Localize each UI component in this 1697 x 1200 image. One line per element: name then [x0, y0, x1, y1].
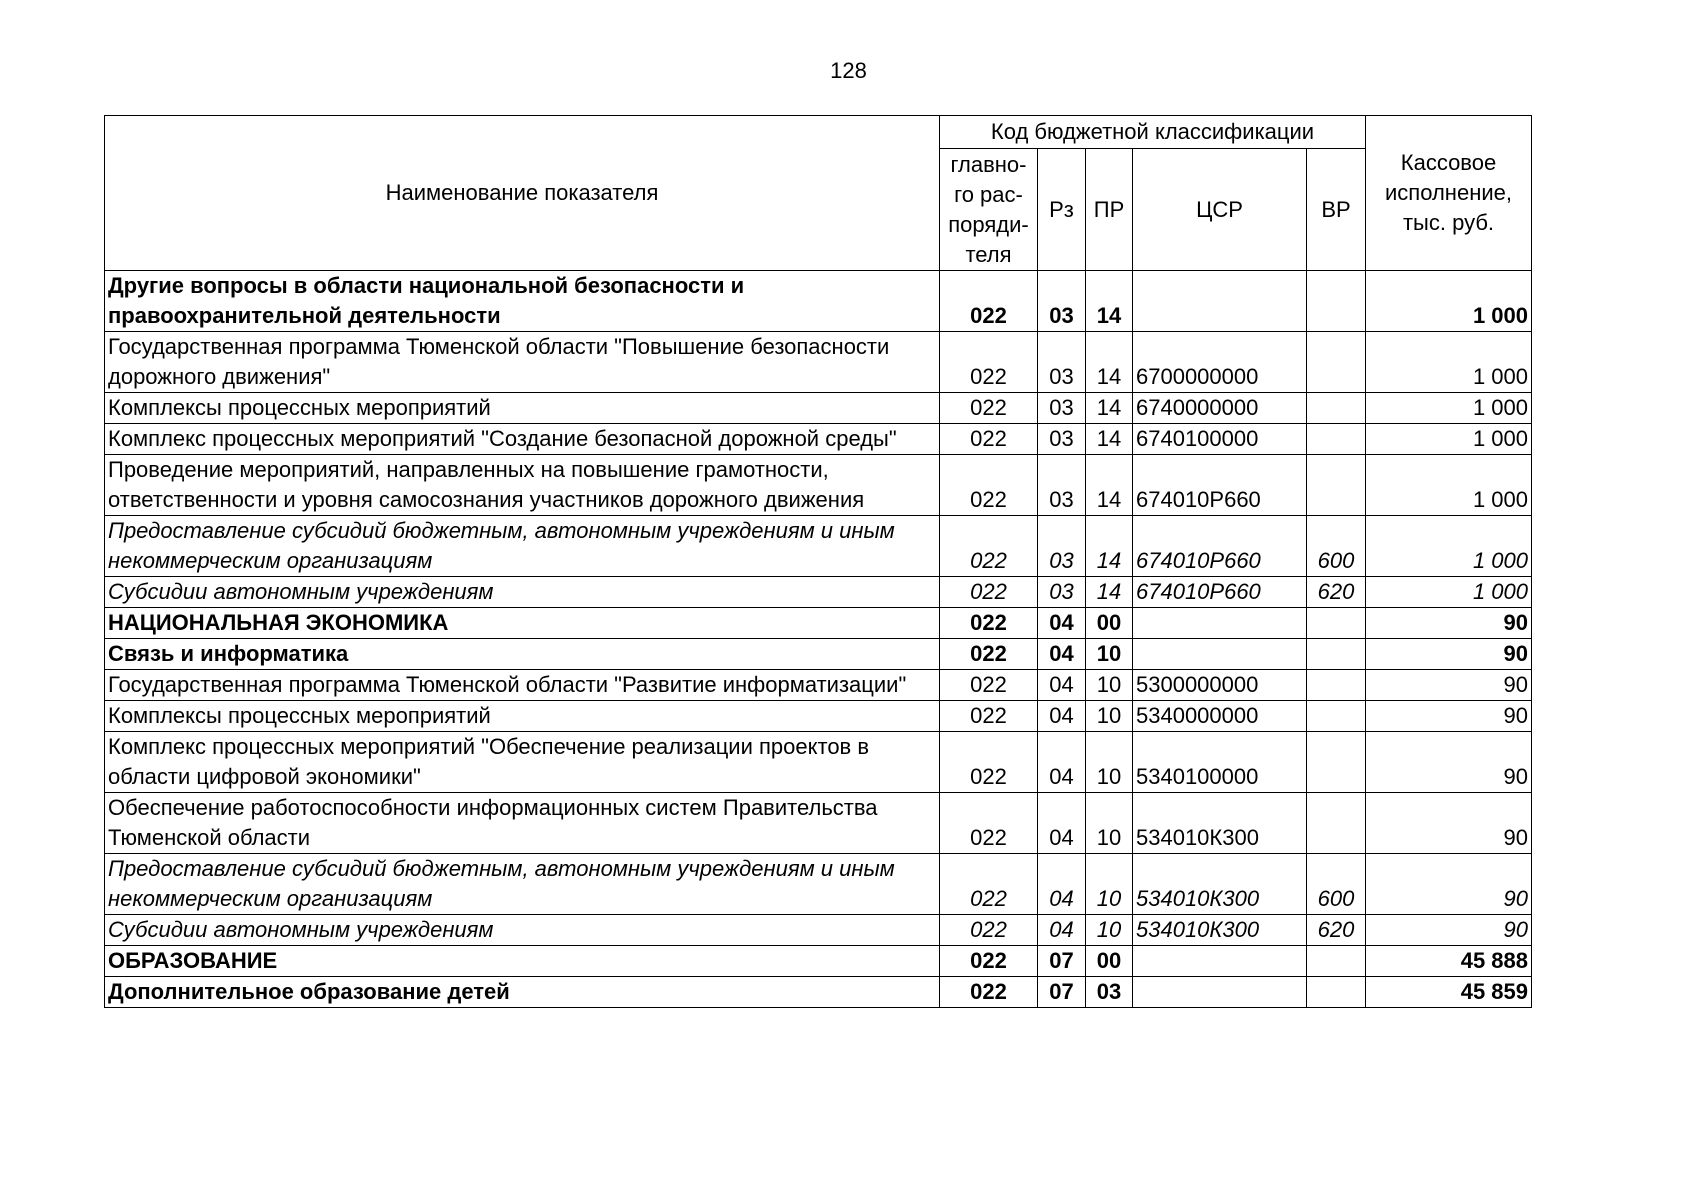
cell-amount: 90 [1366, 608, 1532, 639]
table-row [105, 608, 1532, 639]
cell-rz: 04 [1038, 670, 1086, 701]
cell-pr: 10 [1086, 793, 1133, 854]
cell-pr: 14 [1086, 455, 1133, 516]
cell-amount: 1 000 [1366, 577, 1532, 608]
table-row [105, 854, 1532, 915]
cell-gr: 022 [940, 639, 1038, 670]
table-row [105, 670, 1532, 701]
cell-vr [1307, 732, 1366, 793]
cell-name: Предоставление субсидий бюджетным, автономным учреждениям и иным некоммерческим организациям [105, 854, 940, 915]
cell-vr: 600 [1307, 854, 1366, 915]
cell-pr: 14 [1086, 424, 1133, 455]
cell-gr: 022 [940, 577, 1038, 608]
cell-vr [1307, 946, 1366, 977]
cell-rz: 03 [1038, 271, 1086, 332]
table-row [105, 639, 1532, 670]
header-gr [940, 149, 1038, 271]
cell-gr: 022 [940, 424, 1038, 455]
cell-pr: 03 [1086, 977, 1133, 1008]
cell-amount: 90 [1366, 701, 1532, 732]
cell-name: Связь и информатика [105, 639, 940, 670]
cell-amount: 90 [1366, 670, 1532, 701]
cell-csr [1133, 946, 1307, 977]
cell-csr [1133, 271, 1307, 332]
cell-gr: 022 [940, 455, 1038, 516]
header-amount-line: тыс. руб. [1402, 210, 1495, 235]
cell-csr [1133, 608, 1307, 639]
cell-rz: 03 [1038, 332, 1086, 393]
header-name: Наименование показателя [105, 116, 940, 271]
table-row [105, 701, 1532, 732]
cell-gr: 022 [940, 977, 1038, 1008]
budget-table [104, 115, 1532, 1008]
table-row [105, 915, 1532, 946]
header-gr-line: поряди- [948, 211, 1029, 237]
cell-csr [1133, 639, 1307, 670]
cell-rz: 07 [1038, 977, 1086, 1008]
cell-name: Обеспечение работоспособности информационных систем Правительства Тюменской области [105, 793, 940, 854]
cell-rz: 03 [1038, 455, 1086, 516]
cell-csr: 534010К300 [1133, 915, 1307, 946]
cell-vr [1307, 793, 1366, 854]
cell-pr: 00 [1086, 946, 1133, 977]
cell-pr: 10 [1086, 915, 1133, 946]
header-gr-line: главно- [950, 151, 1027, 177]
table-row [105, 393, 1532, 424]
header-csr: ЦСР [1133, 149, 1307, 271]
cell-csr: 5300000000 [1133, 670, 1307, 701]
cell-pr: 10 [1086, 732, 1133, 793]
cell-vr: 620 [1307, 577, 1366, 608]
page-number: 128 [830, 58, 867, 83]
cell-rz: 03 [1038, 424, 1086, 455]
cell-gr: 022 [940, 608, 1038, 639]
cell-gr: 022 [940, 732, 1038, 793]
cell-vr: 600 [1307, 516, 1366, 577]
table-row [105, 455, 1532, 516]
cell-rz: 04 [1038, 854, 1086, 915]
cell-amount: 90 [1366, 793, 1532, 854]
cell-rz: 04 [1038, 915, 1086, 946]
header-rz: Рз [1038, 149, 1086, 271]
header-vr: ВР [1307, 149, 1366, 271]
header-classification-code: Код бюджетной классификации [940, 116, 1366, 149]
cell-pr: 10 [1086, 854, 1133, 915]
header-amount-line: Кассовое [1400, 150, 1497, 175]
cell-vr [1307, 608, 1366, 639]
table-row [105, 271, 1532, 332]
cell-name: Комплекс процессных мероприятий "Создание безопасной дорожной среды" [105, 424, 940, 455]
cell-pr: 10 [1086, 670, 1133, 701]
cell-csr: 6740100000 [1133, 424, 1307, 455]
cell-csr: 5340100000 [1133, 732, 1307, 793]
cell-name: НАЦИОНАЛЬНАЯ ЭКОНОМИКА [105, 608, 940, 639]
cell-vr [1307, 639, 1366, 670]
cell-vr [1307, 977, 1366, 1008]
cell-vr [1307, 332, 1366, 393]
cell-csr: 674010Р660 [1133, 577, 1307, 608]
cell-csr: 5340000000 [1133, 701, 1307, 732]
cell-gr: 022 [940, 854, 1038, 915]
cell-rz: 04 [1038, 639, 1086, 670]
cell-vr: 620 [1307, 915, 1366, 946]
cell-pr: 00 [1086, 608, 1133, 639]
cell-amount: 1 000 [1366, 516, 1532, 577]
cell-name: Комплекс процессных мероприятий "Обеспечение реализации проектов в области цифровой экономики" [105, 732, 940, 793]
table-row [105, 424, 1532, 455]
cell-pr: 14 [1086, 577, 1133, 608]
cell-rz: 07 [1038, 946, 1086, 977]
header-amount-line: исполнение, [1385, 180, 1512, 205]
cell-vr [1307, 424, 1366, 455]
cell-vr [1307, 271, 1366, 332]
cell-gr: 022 [940, 915, 1038, 946]
cell-name: Другие вопросы в области национальной безопасности и правоохранительной деятельности [105, 271, 940, 332]
cell-name: Дополнительное образование детей [105, 977, 940, 1008]
cell-rz: 04 [1038, 701, 1086, 732]
cell-vr [1307, 670, 1366, 701]
cell-vr [1307, 455, 1366, 516]
cell-csr: 534010К300 [1133, 854, 1307, 915]
table-row [105, 732, 1532, 793]
cell-amount: 1 000 [1366, 455, 1532, 516]
table-row [105, 946, 1532, 977]
cell-csr: 6700000000 [1133, 332, 1307, 393]
table-row [105, 577, 1532, 608]
cell-amount: 90 [1366, 639, 1532, 670]
cell-gr: 022 [940, 701, 1038, 732]
cell-pr: 14 [1086, 271, 1133, 332]
table-row [105, 516, 1532, 577]
cell-csr: 534010К300 [1133, 793, 1307, 854]
cell-pr: 10 [1086, 701, 1133, 732]
cell-pr: 14 [1086, 332, 1133, 393]
cell-gr: 022 [940, 393, 1038, 424]
cell-gr: 022 [940, 670, 1038, 701]
cell-name: Субсидии автономным учреждениям [105, 577, 940, 608]
cell-pr: 14 [1086, 516, 1133, 577]
cell-name: Комплексы процессных мероприятий [105, 393, 940, 424]
header-gr-line: го рас- [954, 181, 1023, 207]
cell-name: Государственная программа Тюменской области "Повышение безопасности дорожного движения" [105, 332, 940, 393]
header-amount [1366, 116, 1532, 271]
cell-name: Государственная программа Тюменской области "Развитие информатизации" [105, 670, 940, 701]
table-row [105, 977, 1532, 1008]
cell-rz: 03 [1038, 577, 1086, 608]
cell-amount: 90 [1366, 732, 1532, 793]
cell-rz: 04 [1038, 732, 1086, 793]
table-row [105, 332, 1532, 393]
cell-name: Предоставление субсидий бюджетным, автономным учреждениям и иным некоммерческим организациям [105, 516, 940, 577]
cell-vr [1307, 701, 1366, 732]
cell-amount: 90 [1366, 854, 1532, 915]
cell-amount: 1 000 [1366, 332, 1532, 393]
cell-csr: 674010Р660 [1133, 516, 1307, 577]
cell-amount: 1 000 [1366, 271, 1532, 332]
cell-pr: 14 [1086, 393, 1133, 424]
cell-amount: 1 000 [1366, 393, 1532, 424]
cell-name: Субсидии автономным учреждениям [105, 915, 940, 946]
cell-gr: 022 [940, 946, 1038, 977]
table-header [105, 116, 1532, 271]
header-gr-line: теля [965, 241, 1012, 267]
cell-name: Проведение мероприятий, направленных на повышение грамотности, ответственности и уровня самосознания участников дорожного движения [105, 455, 940, 516]
cell-rz: 04 [1038, 608, 1086, 639]
table-body [105, 271, 1532, 1008]
cell-amount: 90 [1366, 915, 1532, 946]
cell-csr: 674010Р660 [1133, 455, 1307, 516]
cell-gr: 022 [940, 516, 1038, 577]
cell-gr: 022 [940, 332, 1038, 393]
cell-amount: 45 859 [1366, 977, 1532, 1008]
cell-amount: 1 000 [1366, 424, 1532, 455]
cell-csr [1133, 977, 1307, 1008]
cell-rz: 03 [1038, 393, 1086, 424]
cell-name: Комплексы процессных мероприятий [105, 701, 940, 732]
cell-amount: 45 888 [1366, 946, 1532, 977]
cell-rz: 04 [1038, 793, 1086, 854]
cell-gr: 022 [940, 271, 1038, 332]
cell-pr: 10 [1086, 639, 1133, 670]
cell-rz: 03 [1038, 516, 1086, 577]
cell-gr: 022 [940, 793, 1038, 854]
cell-vr [1307, 393, 1366, 424]
cell-name: ОБРАЗОВАНИЕ [105, 946, 940, 977]
table-row [105, 793, 1532, 854]
cell-csr: 6740000000 [1133, 393, 1307, 424]
header-pr: ПР [1086, 149, 1133, 271]
